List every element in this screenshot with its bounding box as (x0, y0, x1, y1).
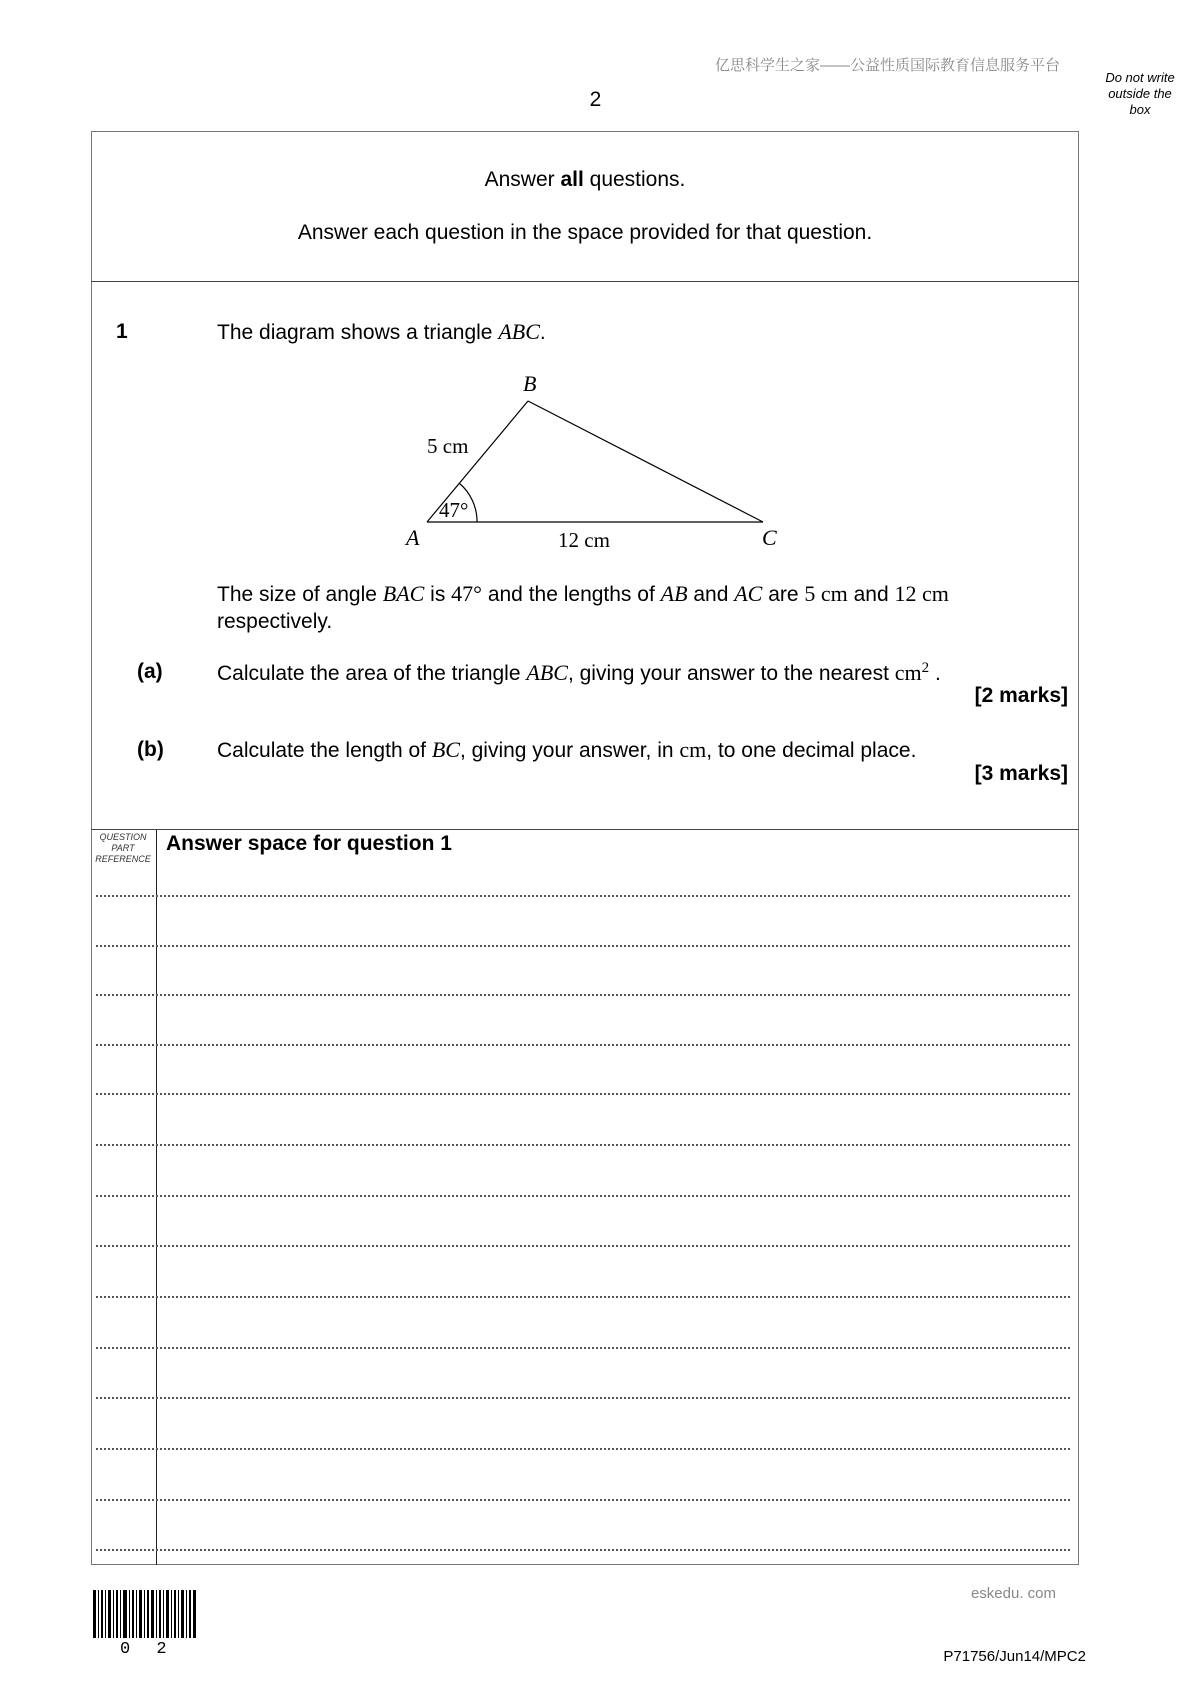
triangle-diagram (390, 360, 810, 560)
statement-var: BAC (382, 581, 425, 606)
part-b-segment: , giving your answer, in (459, 739, 680, 762)
answer-line[interactable] (96, 895, 1070, 897)
answer-line[interactable] (96, 1397, 1070, 1399)
answer-line[interactable] (96, 1549, 1070, 1551)
divider (91, 281, 1079, 282)
statement-text: respectively. (217, 610, 333, 633)
answer-line[interactable] (96, 1499, 1070, 1501)
vertex-a-label: A (406, 525, 420, 550)
statement-text: are (762, 583, 805, 606)
part-a-text (217, 655, 1047, 687)
part-b-segment: Calculate the length of (217, 739, 432, 762)
answer-line[interactable] (96, 1245, 1070, 1247)
answer-line[interactable] (96, 1044, 1070, 1046)
ab-length-label: 5 cm (427, 434, 469, 458)
intro-end: . (539, 321, 546, 344)
page-number: 2 (589, 88, 602, 111)
part-b-segment: , to one decimal place. (706, 739, 917, 762)
barcode-digits: 0 2 (120, 1640, 175, 1659)
statement-length: 5 cm (804, 581, 848, 606)
statement-var: AC (734, 581, 763, 606)
side-bc (528, 401, 763, 522)
part-a-label: (a) (137, 660, 163, 683)
part-a-segment: , giving your answer to the nearest (567, 662, 895, 685)
statement-text: and the lengths of (481, 583, 661, 606)
part-a-unit: cm (894, 660, 922, 685)
statement-var: AB (660, 581, 688, 606)
answer-line[interactable] (96, 945, 1070, 947)
instruction-text: Answer (484, 168, 561, 191)
question-statement (217, 580, 1047, 635)
reference-column-line (156, 830, 157, 1565)
ref-line: PART (111, 843, 135, 853)
margin-note-line: Do not write (1105, 70, 1175, 85)
watermark: 亿思科学生之家——公益性质国际教育信息服务平台 (714, 57, 1060, 74)
part-b-var: BC (431, 737, 460, 762)
statement-length: 12 cm (894, 581, 949, 606)
part-b-label: (b) (137, 738, 164, 761)
ref-line: REFERENCE (95, 854, 151, 864)
answer-line[interactable] (96, 1296, 1070, 1298)
vertex-b-label: B (523, 371, 537, 396)
answer-line[interactable] (96, 1144, 1070, 1146)
part-a-segment: . (929, 662, 941, 685)
answer-line[interactable] (96, 994, 1070, 996)
margin-note-line: outside the (1108, 86, 1172, 101)
statement-text: and (687, 583, 735, 606)
part-a-segment: Calculate the area of the triangle (217, 662, 527, 685)
answer-space-title: Answer space for question 1 (166, 832, 452, 855)
question-intro (217, 318, 546, 346)
ref-line: QUESTION (99, 832, 147, 842)
part-a-var: ABC (526, 660, 568, 685)
part-b-text (217, 736, 1047, 764)
statement-angle: 47° (451, 581, 482, 606)
answer-line[interactable] (96, 1347, 1070, 1349)
part-b-marks: [3 marks] (974, 762, 1068, 785)
statement-text: The size of angle (217, 583, 383, 606)
barcode (93, 1590, 197, 1638)
eskedu-watermark: eskedu. com (970, 1585, 1056, 1602)
answer-line[interactable] (96, 1093, 1070, 1095)
part-b-unit: cm (679, 737, 707, 762)
paper-code: P71756/Jun14/MPC2 (943, 1648, 1086, 1665)
angle-label: 47° (439, 498, 469, 522)
instruction-text: questions. (583, 168, 686, 191)
question-number: 1 (116, 320, 128, 343)
part-a-sup: 2 (921, 660, 930, 676)
statement-text: and (847, 583, 895, 606)
instruction-line-1 (91, 168, 1079, 192)
ac-length-label: 12 cm (558, 528, 610, 552)
question-part-reference (91, 830, 155, 865)
vertex-c-label: C (762, 525, 777, 550)
statement-text: is (424, 583, 452, 606)
intro-variable: ABC (498, 319, 540, 344)
instruction-line-2: Answer each question in the space provided for that question. (297, 221, 873, 244)
answer-line[interactable] (96, 1195, 1070, 1197)
divider (91, 829, 1079, 830)
part-a-marks: [2 marks] (974, 684, 1068, 707)
intro-text: The diagram shows a triangle (217, 321, 499, 344)
margin-note-line: box (1129, 102, 1151, 117)
answer-line[interactable] (96, 1448, 1070, 1450)
instruction-bold: all (560, 168, 584, 191)
